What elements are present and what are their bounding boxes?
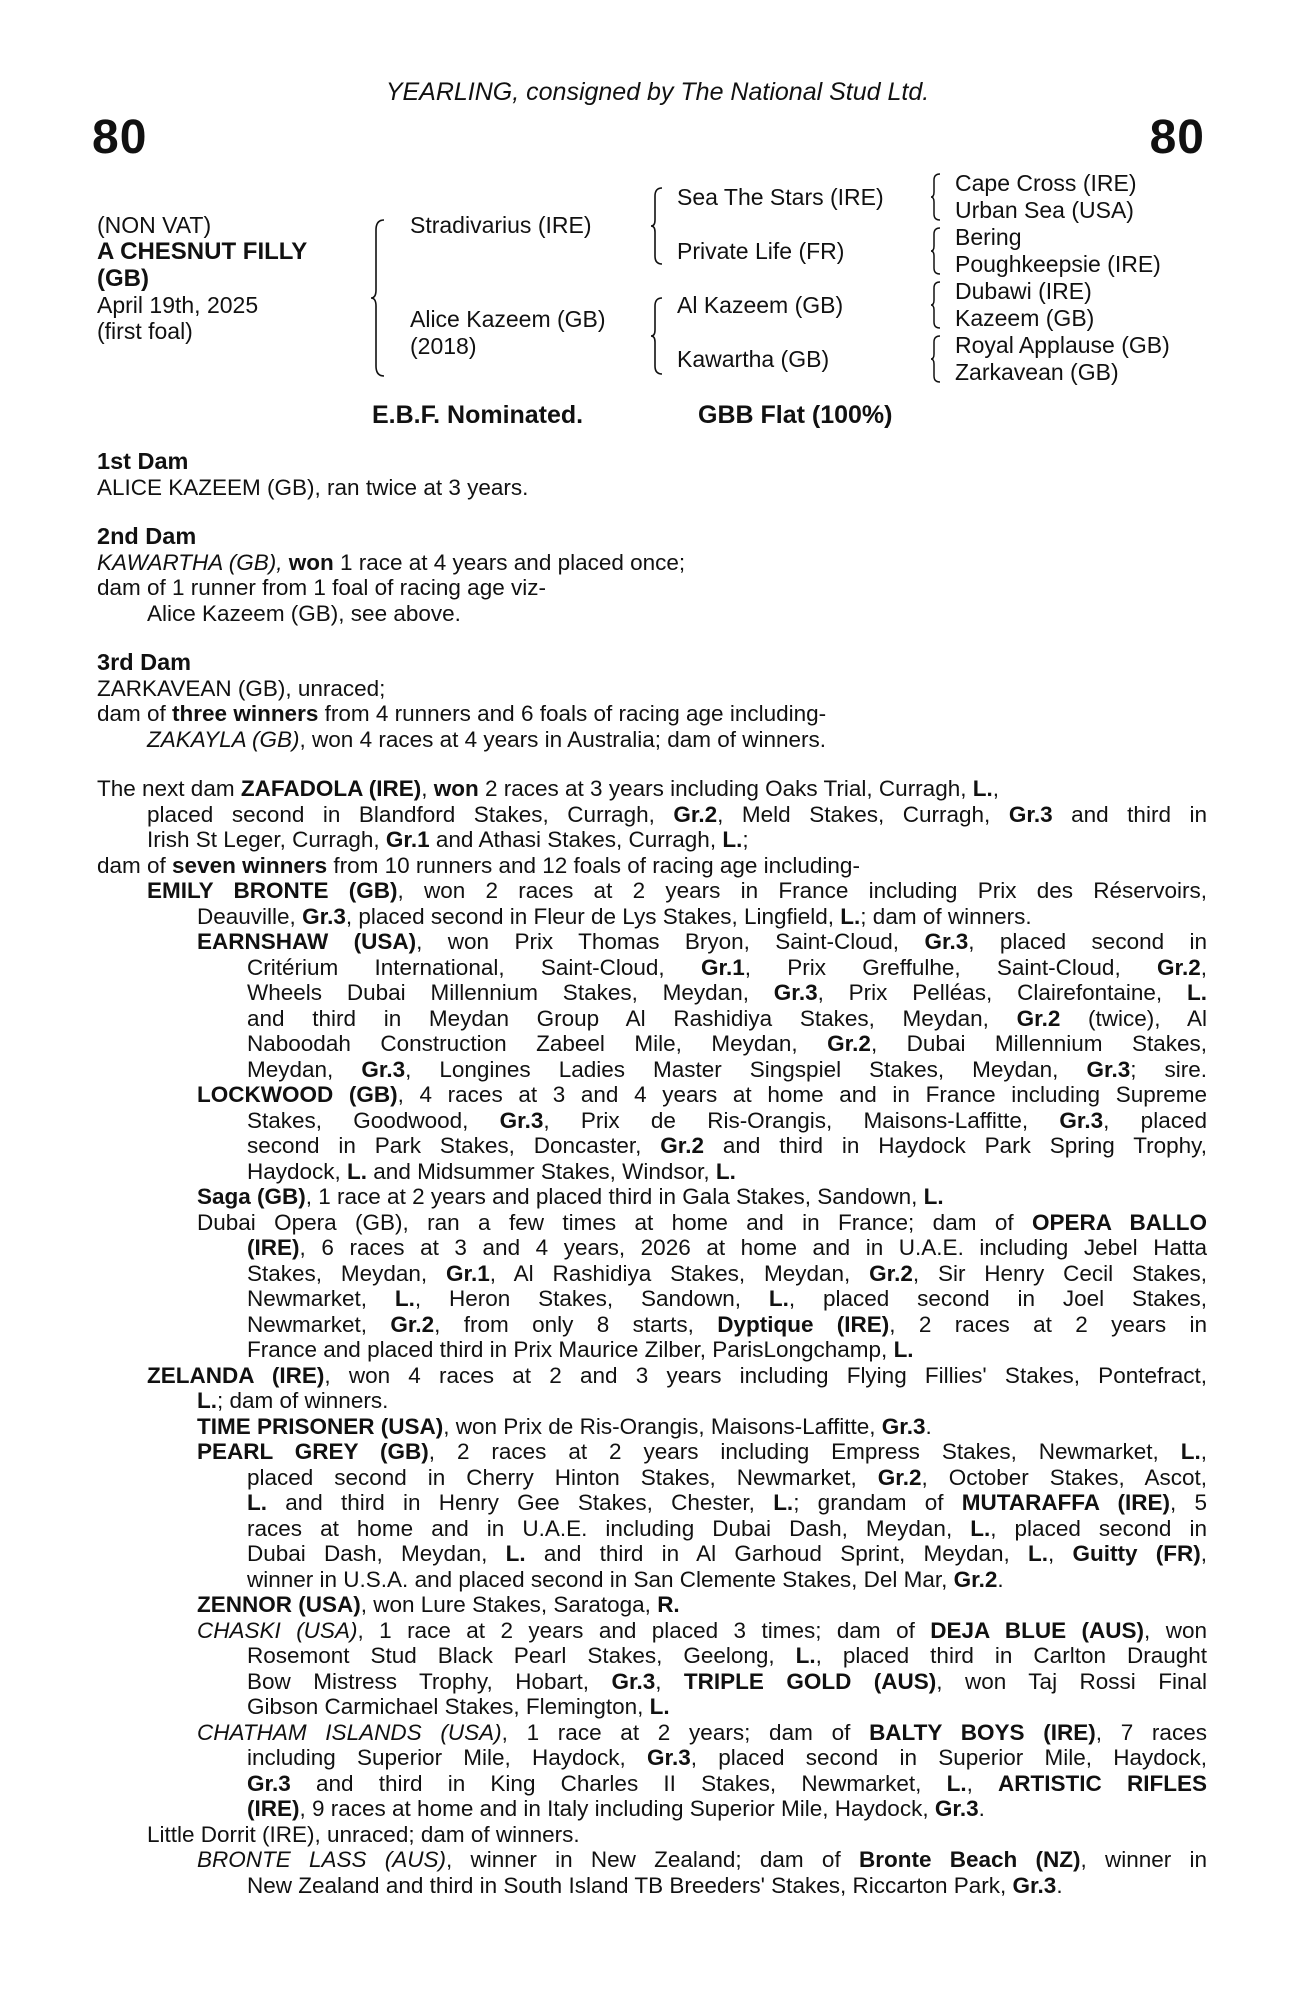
next-dam-text-run: Deauville, — [197, 903, 303, 929]
next-dam-text-run: L. — [247, 1490, 267, 1515]
next-dam-text-run: L. — [768, 1286, 789, 1311]
next-dam-text-run: L. — [347, 1158, 368, 1184]
next-dam-text-run: , Dubai Millennium Stakes, — [870, 1031, 1207, 1056]
next-dam-text-run: Gr.3 — [924, 929, 969, 954]
second-dam-line1 — [97, 550, 1207, 576]
next-dam-text-run: Gr.2 — [673, 801, 718, 827]
vat-status: (NON VAT) — [97, 212, 212, 238]
next-dam-text-run: races at home and in U.A.E. including Dubai Dash, Meydan, — [247, 1515, 971, 1541]
next-dam-text-run: BALTY BOYS (IRE) — [869, 1719, 1096, 1745]
next-dam-text-run: L. — [1180, 1439, 1201, 1464]
next-dam-line — [97, 1286, 1207, 1312]
next-dam-text-run: L. — [722, 827, 743, 852]
next-dam-text-run: Gr.1 — [385, 827, 430, 852]
brace-gen4-1 — [930, 172, 942, 222]
pedigree-g7: Royal Applause (GB) — [955, 332, 1170, 358]
next-dam-text-run: Gr.3 — [1008, 801, 1053, 827]
next-dam-text-run: Gr.3 — [499, 1107, 544, 1133]
next-dam-text-run: L. — [505, 1541, 526, 1566]
first-dam-section — [97, 449, 1207, 500]
next-dam-text-run: Gr.2 — [827, 1031, 871, 1056]
next-dam-text-run: Gibson Carmichael Stakes, Flemington, — [247, 1694, 650, 1719]
next-dam-text-run: , winner in — [1080, 1847, 1208, 1872]
next-dam-text-run: , 6 races at 3 and 4 years, 2026 at home and in U.A.E. including Jebel Hatta — [299, 1235, 1207, 1260]
next-dam-line — [97, 1694, 1207, 1720]
next-dam-line — [97, 1796, 1207, 1822]
next-dam-text-run: (IRE) — [247, 1796, 300, 1821]
next-dam-text-run: Stakes, Meydan, — [247, 1260, 446, 1286]
next-dam-text-run: ; grandam of — [793, 1490, 962, 1515]
next-dam-text-run: dam of — [97, 852, 173, 878]
next-dam-text-run: Bronte Beach (NZ) — [858, 1847, 1081, 1872]
next-dam-line — [97, 1618, 1207, 1644]
next-dam-line — [97, 1210, 1207, 1236]
next-dam-text-run: Gr.2 — [877, 1464, 922, 1490]
next-dam-text-run: , won Prix Thomas Bryon, Saint-Cloud, — [416, 929, 925, 954]
next-dam-text-run: (twice), Al — [1060, 1005, 1207, 1031]
horse-name: A CHESNUT FILLY — [97, 238, 308, 265]
second-dam-won: won — [288, 549, 334, 575]
next-dam-text-run: CHASKI (USA) — [197, 1617, 358, 1643]
next-dam-text-run: Critérium International, Saint-Cloud, — [247, 954, 701, 980]
foaling-date: April 19th, 2025 — [97, 292, 259, 318]
next-dam-text-run: Gr.3 — [1012, 1872, 1057, 1898]
next-dam-text-run: Gr.2 — [390, 1311, 435, 1337]
next-dam-text-run: , placed second in — [990, 1515, 1207, 1541]
next-dam-text-run: , won 4 races at 2 and 3 years including Flying Fillies' Stakes, Pontefract, — [324, 1362, 1207, 1388]
next-dam-text-run: Haydock, — [247, 1158, 348, 1184]
next-dam-text-run: Gr.2 — [869, 1260, 913, 1286]
next-dam-line — [97, 827, 1207, 853]
next-dam-text-run: , 2 races at 2 years including Empress Stakes, Newmarket, — [428, 1439, 1181, 1464]
next-dam-text-run: CHATHAM ISLANDS (USA) — [197, 1719, 502, 1745]
next-dam-line — [97, 1261, 1207, 1287]
brace-sire-dam — [370, 218, 386, 378]
pedigree-g6: Kazeem (GB) — [955, 305, 1095, 331]
next-dam-line — [97, 1439, 1207, 1465]
next-dam-text-run: Newmarket, — [247, 1286, 395, 1311]
first-dam-title: 1st Dam — [97, 448, 189, 474]
next-dam-section — [97, 776, 1207, 1898]
next-dam-text-run: , — [421, 776, 434, 801]
next-dam-text-run: , 5 — [1169, 1490, 1207, 1515]
next-dam-text-run: , placed second in Fleur de Lys Stakes, Lingfield, — [345, 903, 841, 929]
next-dam-text-run: Gr.2 — [953, 1566, 998, 1592]
next-dam-text-run: , Prix Greffulhe, Saint-Cloud, — [744, 954, 1157, 980]
foal-note: (first foal) — [97, 318, 193, 344]
next-dam-text-run: , October Stakes, Ascot, — [921, 1464, 1207, 1490]
next-dam-text-run: Gr.3 — [247, 1770, 291, 1796]
next-dam-text-run: ; sire. — [1130, 1056, 1207, 1082]
next-dam-text-run: France and placed third in Prix Maurice Zilber, ParisLongchamp, — [247, 1337, 894, 1362]
next-dam-text-run: ZENNOR (USA) — [197, 1592, 361, 1617]
next-dam-text-run: ; dam of winners. — [217, 1388, 389, 1413]
next-dam-line — [97, 1337, 1207, 1363]
next-dam-line — [97, 1235, 1207, 1261]
next-dam-line — [97, 802, 1207, 828]
next-dam-line — [97, 1720, 1207, 1746]
next-dam-text-run: , won 2 races at 2 years in France including Prix des Réservoirs, — [397, 878, 1207, 903]
third-dam-text-c: from 4 runners and 6 foals of racing age including- — [318, 701, 827, 726]
next-dam-text-run: , 1 race at 2 years and placed third in Gala Stakes, Sandown, — [305, 1184, 924, 1209]
third-dam-title: 3rd Dam — [97, 649, 192, 675]
next-dam-line — [97, 980, 1207, 1006]
next-dam-text-run: Guitty (FR) — [1072, 1541, 1201, 1566]
next-dam-text-run: LOCKWOOD (GB) — [197, 1082, 398, 1107]
third-dam-line1: ZARKAVEAN (GB), unraced; — [97, 675, 386, 701]
next-dam-text-run: , 9 races at home and in Italy including Superior Mile, Haydock, — [299, 1796, 935, 1821]
next-dam-text-run: . — [997, 1566, 1004, 1592]
pedigree-dam: Alice Kazeem (GB) — [410, 306, 606, 332]
next-dam-text-run: winner in U.S.A. and placed second in San Clemente Stakes, Del Mar, — [247, 1566, 954, 1592]
next-dam-line — [97, 1745, 1207, 1771]
horse-info — [97, 212, 307, 344]
next-dam-line — [97, 1312, 1207, 1338]
second-dam-line2: dam of 1 runner from 1 foal of racing age viz- — [97, 575, 546, 600]
next-dam-text-run: Bow Mistress Trophy, Hobart, — [247, 1668, 612, 1694]
next-dam-text-run: , Meld Stakes, Curragh, — [717, 801, 1009, 827]
horse-name-country: (GB) — [97, 265, 149, 292]
gbb-flat: GBB Flat (100%) — [698, 401, 893, 429]
next-dam-text-run: BRONTE LASS (AUS) — [197, 1847, 447, 1872]
brace-dam-parents — [650, 296, 664, 376]
next-dam-line — [97, 1388, 1207, 1414]
next-dam-text-run: Gr.1 — [446, 1260, 490, 1286]
next-dam-line — [97, 1414, 1207, 1440]
next-dam-text-run: , — [655, 1668, 684, 1694]
second-dam-record: 1 race at 4 years and placed once; — [333, 549, 686, 575]
next-dam-line — [97, 1133, 1207, 1159]
next-dam-text-run: Gr.3 — [302, 903, 346, 929]
next-dam-text-run: L. — [649, 1694, 670, 1719]
third-dam-winners: three winners — [172, 701, 319, 726]
next-dam-text-run: Naboodah Construction Zabeel Mile, Meydan, — [247, 1031, 828, 1056]
next-dam-text-run: Gr.3 — [647, 1745, 691, 1770]
next-dam-line — [97, 1363, 1207, 1389]
next-dam-line — [97, 904, 1207, 930]
next-dam-text-run: EARNSHAW (USA) — [197, 929, 417, 954]
next-dam-text-run: , — [1200, 1439, 1207, 1464]
next-dam-text-run: and third in Al Garhoud Sprint, Meydan, — [525, 1541, 1028, 1566]
next-dam-line — [97, 1669, 1207, 1695]
next-dam-line — [97, 1108, 1207, 1134]
next-dam-text-run: , — [1200, 954, 1207, 980]
next-dam-line — [97, 1541, 1207, 1567]
next-dam-text-run: from 10 runners and 12 foals of racing age including- — [327, 852, 860, 878]
next-dam-text-run: . — [925, 1413, 932, 1439]
next-dam-text-run: L. — [970, 1515, 991, 1541]
next-dam-line — [97, 1822, 1207, 1848]
next-dam-text-run: Gr.3 — [773, 980, 818, 1005]
next-dam-text-run: . — [978, 1796, 985, 1821]
next-dam-text-run: . — [1056, 1872, 1063, 1898]
next-dam-text-run: (IRE) — [247, 1235, 300, 1260]
next-dam-text-run: L. — [394, 1286, 415, 1311]
next-dam-text-run: Gr.2 — [1016, 1005, 1061, 1031]
ebf-nomination: E.B.F. Nominated. — [372, 401, 584, 429]
next-dam-text-run: Gr.2 — [660, 1133, 704, 1158]
pedigree-dam-sire: Al Kazeem (GB) — [677, 292, 844, 318]
next-dam-line — [97, 929, 1207, 955]
next-dam-text-run: , 7 races — [1095, 1719, 1207, 1745]
pedigree-dam-dam: Kawartha (GB) — [677, 346, 830, 372]
next-dam-text-run: Meydan, — [247, 1056, 362, 1082]
next-dam-text-run: Rosemont Stud Black Pearl Stakes, Geelong, — [247, 1643, 796, 1668]
next-dam-text-run: , placed second in Superior Mile, Haydock, — [690, 1745, 1207, 1770]
second-dam-title: 2nd Dam — [97, 523, 197, 549]
next-dam-line — [97, 1082, 1207, 1108]
next-dam-text-run: , Prix de Ris-Orangis, Maisons-Laffitte, — [543, 1107, 1060, 1133]
third-dam-line2 — [97, 701, 1207, 727]
brace-gen4-4 — [930, 334, 942, 384]
next-dam-text-run: L. — [840, 903, 861, 929]
next-dam-text-run: second in Park Stakes, Doncaster, — [247, 1133, 661, 1158]
next-dam-text-run: Saga (GB) — [197, 1184, 306, 1209]
next-dam-text-run: , — [1200, 1541, 1207, 1566]
next-dam-line — [97, 776, 1207, 802]
next-dam-text-run: seven winners — [172, 852, 328, 878]
next-dam-text-run: and Athasi Stakes, Curragh, — [429, 827, 723, 852]
next-dam-text-run: , Longines Ladies Master Singspiel Stakes, Meydan, — [405, 1056, 1087, 1082]
next-dam-line — [97, 1184, 1207, 1210]
next-dam-line — [97, 1847, 1207, 1873]
next-dam-text-run: and third in King Charles II Stakes, Newmarket, — [290, 1770, 947, 1796]
next-dam-text-run: , Heron Stakes, Sandown, — [414, 1286, 769, 1311]
next-dam-text-run: Wheels Dubai Millennium Stakes, Meydan, — [247, 980, 774, 1005]
lot-number-left: 80 — [92, 111, 148, 164]
next-dam-text-run: L. — [1187, 980, 1207, 1005]
next-dam-text-run: , from only 8 starts, — [434, 1311, 718, 1337]
brace-sire-parents — [650, 186, 664, 266]
next-dam-text-run: TRIPLE GOLD (AUS) — [683, 1668, 937, 1694]
pedigree-sire: Stradivarius (IRE) — [410, 212, 592, 238]
next-dam-text-run: R. — [657, 1592, 680, 1617]
pedigree-g5: Dubawi (IRE) — [955, 278, 1092, 304]
next-dam-text-run: and Midsummer Stakes, Windsor, — [367, 1158, 716, 1184]
next-dam-text-run: Gr.3 — [361, 1056, 406, 1082]
next-dam-text-run: , — [992, 776, 999, 801]
next-dam-text-run: Gr.3 — [1059, 1107, 1104, 1133]
next-dam-line — [97, 1006, 1207, 1032]
next-dam-text-run: , 1 race at 2 years and placed 3 times; dam of — [357, 1617, 931, 1643]
next-dam-text-run: , — [1048, 1541, 1073, 1566]
page-header: YEARLING, consigned by The National Stud Ltd. — [385, 78, 930, 106]
next-dam-text-run: , 1 race at 2 years; dam of — [501, 1719, 870, 1745]
next-dam-text-run: and third in Meydan Group Al Rashidiya Stakes, Meydan, — [247, 1005, 1017, 1031]
next-dam-line — [97, 1643, 1207, 1669]
pedigree-g3: Bering — [955, 224, 1022, 250]
second-dam-section — [97, 524, 1207, 626]
next-dam-text-run: , placed second in Joel Stakes, — [788, 1286, 1207, 1311]
next-dam-text-run: The next dam — [97, 776, 241, 801]
brace-gen4-2 — [930, 226, 942, 276]
next-dam-text-run: Gr.3 — [881, 1413, 926, 1439]
next-dam-text-run: , won Taj Rossi Final — [936, 1668, 1207, 1694]
next-dam-text-run: PEARL GREY (GB) — [197, 1439, 429, 1464]
next-dam-text-run: , won — [1144, 1617, 1207, 1643]
next-dam-text-run: L. — [197, 1388, 217, 1413]
next-dam-text-run: OPERA BALLO — [1031, 1209, 1207, 1235]
next-dam-text-run: MUTARAFFA (IRE) — [961, 1490, 1170, 1515]
next-dam-text-run: L. — [972, 776, 993, 801]
next-dam-text-run: Dubai Dash, Meydan, — [247, 1541, 506, 1566]
next-dam-text-run: L. — [795, 1643, 816, 1668]
third-dam-line3 — [97, 727, 1207, 753]
next-dam-text-run: ZAFADOLA (IRE) — [240, 776, 422, 801]
pedigree-g2: Urban Sea (USA) — [955, 197, 1134, 223]
next-dam-text-run: , Al Rashidiya Stakes, Meydan, — [489, 1260, 870, 1286]
next-dam-text-run: L. — [715, 1158, 736, 1184]
next-dam-text-run: Stakes, Goodwood, — [247, 1107, 500, 1133]
next-dam-text-run: Gr.2 — [1156, 954, 1201, 980]
next-dam-text-run: , 2 races at 2 years in — [889, 1311, 1207, 1337]
next-dam-text-run: including Superior Mile, Haydock, — [247, 1745, 647, 1770]
next-dam-text-run: , placed second in — [968, 929, 1208, 954]
next-dam-text-run: , won Prix de Ris-Orangis, Maisons-Laffitte, — [443, 1413, 882, 1439]
next-dam-text-run: L. — [773, 1490, 794, 1515]
next-dam-text-run: Irish St Leger, Curragh, — [147, 827, 386, 852]
zakayla-name: ZAKAYLA (GB) — [147, 726, 300, 752]
next-dam-line — [97, 853, 1207, 879]
next-dam-text-run: , placed third in Carlton Draught — [815, 1643, 1207, 1668]
lot-number-right: 80 — [1149, 111, 1205, 164]
next-dam-line — [97, 955, 1207, 981]
next-dam-text-run: Dyptique (IRE) — [717, 1311, 890, 1337]
next-dam-line — [97, 878, 1207, 904]
brace-gen4-3 — [930, 280, 942, 330]
pedigree-dam-year: (2018) — [410, 333, 477, 359]
next-dam-text-run: , Sir Henry Cecil Stakes, — [912, 1260, 1207, 1286]
next-dam-text-run: L. — [923, 1184, 944, 1209]
pedigree-sire-dam: Private Life (FR) — [677, 238, 845, 264]
next-dam-line — [97, 1159, 1207, 1185]
next-dam-line — [97, 1465, 1207, 1491]
next-dam-text-run: EMILY BRONTE (GB) — [147, 878, 398, 903]
next-dam-text-run: placed second in Blandford Stakes, Curragh, — [147, 801, 674, 827]
next-dam-text-run: won — [433, 776, 479, 801]
next-dam-text-run: , won Lure Stakes, Saratoga, — [360, 1592, 658, 1617]
next-dam-text-run: Gr.1 — [700, 954, 745, 980]
next-dam-line — [97, 1516, 1207, 1542]
next-dam-text-run: ; dam of winners. — [860, 903, 1032, 929]
pedigree-sire-sire: Sea The Stars (IRE) — [677, 184, 884, 210]
next-dam-text-run: L. — [1028, 1541, 1048, 1566]
next-dam-text-run: and third in — [1052, 801, 1207, 827]
pedigree-g8: Zarkavean (GB) — [955, 359, 1119, 385]
next-dam-line — [97, 1771, 1207, 1797]
third-dam-section — [97, 650, 1207, 752]
pedigree-g4: Poughkeepsie (IRE) — [955, 251, 1161, 277]
next-dam-line — [97, 1592, 1207, 1618]
next-dam-line — [97, 1031, 1207, 1057]
next-dam-text-run: and third in Haydock Park Spring Trophy, — [703, 1133, 1207, 1158]
next-dam-text-run: , — [966, 1770, 999, 1796]
first-dam-text: ALICE KAZEEM (GB), ran twice at 3 years. — [97, 474, 529, 500]
next-dam-text-run: DEJA BLUE (AUS) — [930, 1617, 1145, 1643]
next-dam-line — [97, 1490, 1207, 1516]
pedigree-g1: Cape Cross (IRE) — [955, 170, 1137, 196]
next-dam-text-run: Gr.3 — [611, 1668, 656, 1694]
next-dam-text-run: 2 races at 3 years including Oaks Trial, Curragh, — [478, 776, 973, 801]
next-dam-text-run: ZELANDA (IRE) — [147, 1362, 325, 1388]
zakayla-record: , won 4 races at 4 years in Australia; dam of winners. — [299, 726, 827, 752]
next-dam-text-run: and third in Henry Gee Stakes, Chester, — [267, 1490, 774, 1515]
next-dam-text-run: placed second in Cherry Hinton Stakes, Newmarket, — [247, 1464, 878, 1490]
second-dam-name: KAWARTHA (GB), — [97, 549, 289, 575]
next-dam-text-run: ; — [742, 827, 749, 852]
next-dam-text-run: ARTISTIC RIFLES — [998, 1770, 1207, 1796]
next-dam-text-run: TIME PRISONER (USA) — [197, 1413, 444, 1439]
next-dam-text-run: Gr.3 — [934, 1796, 979, 1821]
next-dam-text-run: , 4 races at 3 and 4 years at home and in France including Supreme — [397, 1082, 1208, 1107]
next-dam-text-run: Dubai Opera (GB), ran a few times at home and in France; dam of — [197, 1209, 1032, 1235]
catalogue-body — [97, 449, 1207, 1898]
next-dam-text-run: New Zealand and third in South Island TB Breeders' Stakes, Riccarton Park, — [247, 1872, 1013, 1898]
next-dam-text-run: , placed — [1103, 1107, 1207, 1133]
next-dam-text-run: Gr.3 — [1086, 1056, 1131, 1082]
next-dam-text-run: L. — [946, 1770, 967, 1796]
next-dam-text-run: , Prix Pelléas, Clairefontaine, — [817, 980, 1187, 1005]
next-dam-line — [97, 1567, 1207, 1593]
next-dam-text-run: Little Dorrit (IRE), unraced; dam of winners. — [147, 1821, 580, 1847]
next-dam-line — [97, 1873, 1207, 1899]
next-dam-line — [97, 1057, 1207, 1083]
third-dam-text-a: dam of — [97, 701, 173, 726]
next-dam-text-run: Newmarket, — [247, 1311, 391, 1337]
second-dam-line3: Alice Kazeem (GB), see above. — [147, 600, 461, 626]
next-dam-text-run: , winner in New Zealand; dam of — [446, 1847, 859, 1872]
next-dam-text-run: L. — [893, 1337, 914, 1362]
